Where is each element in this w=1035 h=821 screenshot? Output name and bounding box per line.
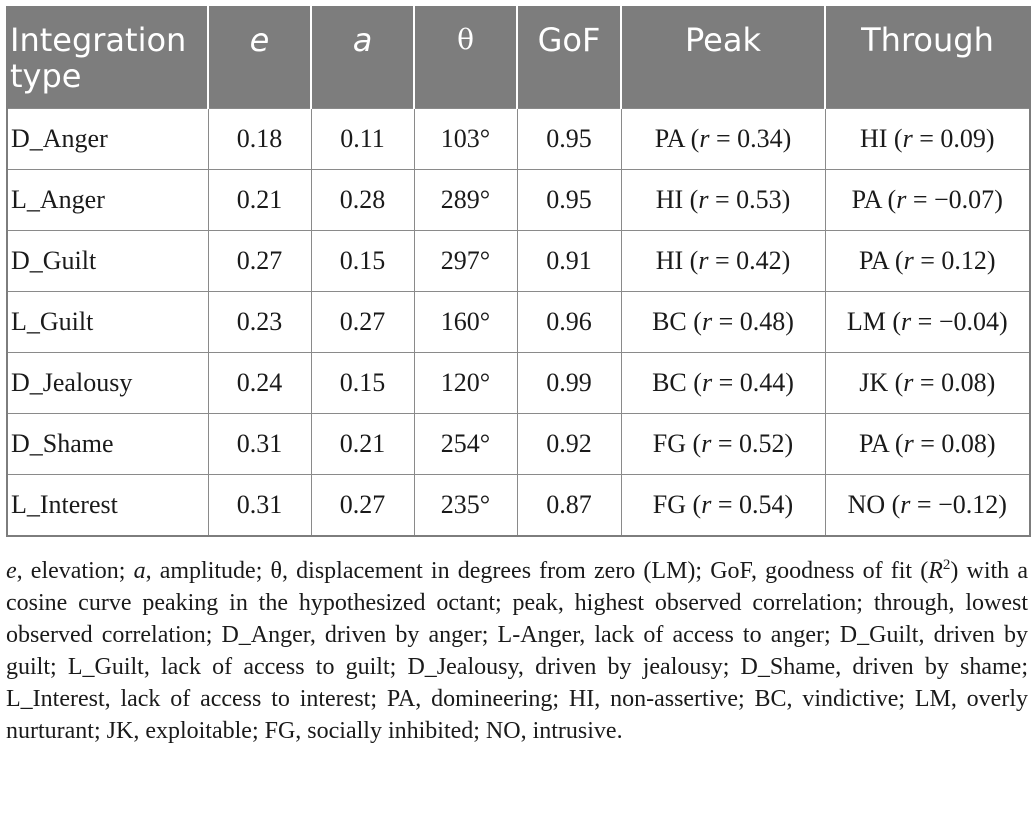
cell-peak-r-symbol: r [701,307,713,336]
cell-through: HI (r = 0.09) [825,109,1030,170]
cell-through-r-symbol: r [900,490,911,519]
cell-peak-value: 0.54 [739,490,785,519]
cell-elevation: 0.21 [208,170,311,231]
cell-gof: 0.87 [517,475,621,537]
cell-peak-r-symbol: r [701,490,712,519]
cell-through-code: PA [858,429,889,458]
cell-peak-value: 0.42 [736,246,782,275]
cell-gof: 0.99 [517,353,621,414]
cell-peak: FG (r = 0.54) [621,475,825,537]
footnote-e-definition: , elevation; [16,558,134,584]
cell-through-value: 0.09 [940,124,986,153]
header-elevation: e [208,7,311,109]
cell-peak-value: 0.52 [739,429,785,458]
cell-peak-value: 0.34 [737,124,783,153]
cell-through: PA (r = 0.12) [825,231,1030,292]
cell-through-r-symbol: r [903,368,914,397]
cell-peak-value: 0.53 [736,185,782,214]
cell-peak-r-symbol: r [698,185,709,214]
cell-gof: 0.92 [517,414,621,475]
cell-integration-type: D_Jealousy [7,353,208,414]
cell-through-code: NO [847,490,886,519]
cell-through-equals: = [906,185,935,214]
cell-integration-type: D_Shame [7,414,208,475]
cell-theta: 160° [414,292,517,353]
cell-amplitude: 0.15 [311,231,414,292]
cell-through: PA (r = 0.08) [825,414,1030,475]
cell-peak-value: 0.44 [739,368,786,397]
cell-through: LM (r = −0.04) [825,292,1030,353]
footnote-a-symbol: a [133,558,146,584]
cell-elevation: 0.31 [208,475,311,537]
cell-through: NO (r = −0.12) [825,475,1030,537]
cell-through-r-symbol: r [903,246,914,275]
header-through: Through [825,7,1030,109]
footnote-r2-superscript: 2 [942,557,951,573]
cell-through-equals: = [911,307,939,336]
cell-peak-equals: = [708,185,737,214]
cell-peak: HI (r = 0.42) [621,231,825,292]
cell-theta: 235° [414,475,517,537]
cell-through-value: −0.04 [938,307,999,336]
cell-through-value: −0.12 [938,490,999,519]
table-row [7,109,1030,170]
table-row [7,353,1030,414]
cell-through-equals: = [912,124,941,153]
cell-peak-code: FG [652,429,687,458]
cell-through: PA (r = −0.07) [825,170,1030,231]
cell-through-code: LM [846,307,886,336]
cell-peak-code: BC [652,368,687,397]
cell-peak: FG (r = 0.52) [621,414,825,475]
cell-through-value: 0.08 [941,368,987,397]
cell-through-value: −0.07 [934,185,995,214]
cell-peak-equals: = [712,368,740,397]
footnote-e-symbol: e [6,558,17,584]
cell-elevation: 0.23 [208,292,311,353]
cell-through-equals: = [913,429,942,458]
cell-amplitude: 0.27 [311,475,414,537]
cell-through-equals: = [913,246,942,275]
cell-integration-type: L_Anger [7,170,208,231]
table-row [7,170,1030,231]
cell-peak-r-symbol: r [698,246,709,275]
cell-through-value: 0.12 [941,246,987,275]
cell-through-equals: = [913,368,942,397]
cell-peak-r-symbol: r [699,124,710,153]
cell-integration-type: L_Guilt [7,292,208,353]
cell-through-code: PA [851,185,882,214]
table-row [7,292,1030,353]
header-integration-type: Integration type [7,7,208,109]
cell-elevation: 0.27 [208,231,311,292]
header-theta: θ [414,7,517,109]
cell-peak-equals: = [711,490,740,519]
table-footnote [6,555,1028,747]
cell-peak: PA (r = 0.34) [621,109,825,170]
cell-peak-r-symbol: r [701,368,713,397]
cell-integration-type: D_Anger [7,109,208,170]
cell-theta: 254° [414,414,517,475]
cell-through-r-symbol: r [903,429,914,458]
cell-peak-value: 0.48 [739,307,786,336]
footnote-a-definition: , amplitude; θ, displacement in degrees from zero (LM); GoF, goodness of fit ( [145,558,929,584]
cell-theta: 297° [414,231,517,292]
cell-amplitude: 0.15 [311,353,414,414]
cell-theta: 289° [414,170,517,231]
cell-gof: 0.95 [517,109,621,170]
cell-peak: HI (r = 0.53) [621,170,825,231]
cell-through-equals: = [910,490,939,519]
cell-through-value: 0.08 [941,429,987,458]
table-row [7,414,1030,475]
cell-elevation: 0.31 [208,414,311,475]
cell-integration-type: L_Interest [7,475,208,537]
cell-through-code: JK [859,368,889,397]
cell-peak-code: HI [655,185,684,214]
cell-peak-code: HI [655,246,684,275]
results-table-container [6,6,1029,537]
cell-elevation: 0.24 [208,353,311,414]
cell-integration-type: D_Guilt [7,231,208,292]
cell-elevation: 0.18 [208,109,311,170]
cell-through-r-symbol: r [901,307,912,336]
cell-amplitude: 0.11 [311,109,414,170]
cell-peak-equals: = [712,307,740,336]
header-amplitude: a [311,7,414,109]
cell-through-code: PA [858,246,889,275]
cell-peak: BC (r = 0.44) [621,353,825,414]
cell-gof: 0.96 [517,292,621,353]
footnote-definitions: ) with a cosine curve peaking in the hypothesized octant; peak, highest observed correlation; through, lowest observed correlation; D_Anger, driven by anger; L-Anger, lack of access to anger; D_Guilt, driven by guilt; L_Guilt, lack of access to guilt; D_Jealousy, driven by jealousy; D_Shame, driven by shame; L_Interest, lack of access to interest; PA, domineering; HI, non-assertive; BC, vindictive; LM, overly nurturant; JK, exploitable; FG, socially inhibited; NO, intrusive. [6,558,1028,744]
cell-through-r-symbol: r [896,185,907,214]
cell-through: JK (r = 0.08) [825,353,1030,414]
cell-theta: 120° [414,353,517,414]
cell-peak-code: FG [652,490,687,519]
cell-amplitude: 0.28 [311,170,414,231]
cell-gof: 0.91 [517,231,621,292]
table-row [7,475,1030,537]
header-peak: Peak [621,7,825,109]
results-table [6,6,1031,537]
header-row [7,7,1030,109]
cell-through-r-symbol: r [902,124,913,153]
cell-peak-code: PA [654,124,685,153]
header-gof: GoF [517,7,621,109]
table-body [7,109,1030,537]
cell-theta: 103° [414,109,517,170]
cell-gof: 0.95 [517,170,621,231]
table-row [7,231,1030,292]
cell-peak-r-symbol: r [701,429,712,458]
cell-peak-equals: = [708,246,737,275]
cell-peak-equals: = [709,124,738,153]
cell-peak-equals: = [711,429,740,458]
footnote-r2-symbol: R [928,558,943,584]
cell-amplitude: 0.21 [311,414,414,475]
cell-peak-code: BC [652,307,687,336]
cell-peak: BC (r = 0.48) [621,292,825,353]
cell-amplitude: 0.27 [311,292,414,353]
cell-through-code: HI [859,124,888,153]
